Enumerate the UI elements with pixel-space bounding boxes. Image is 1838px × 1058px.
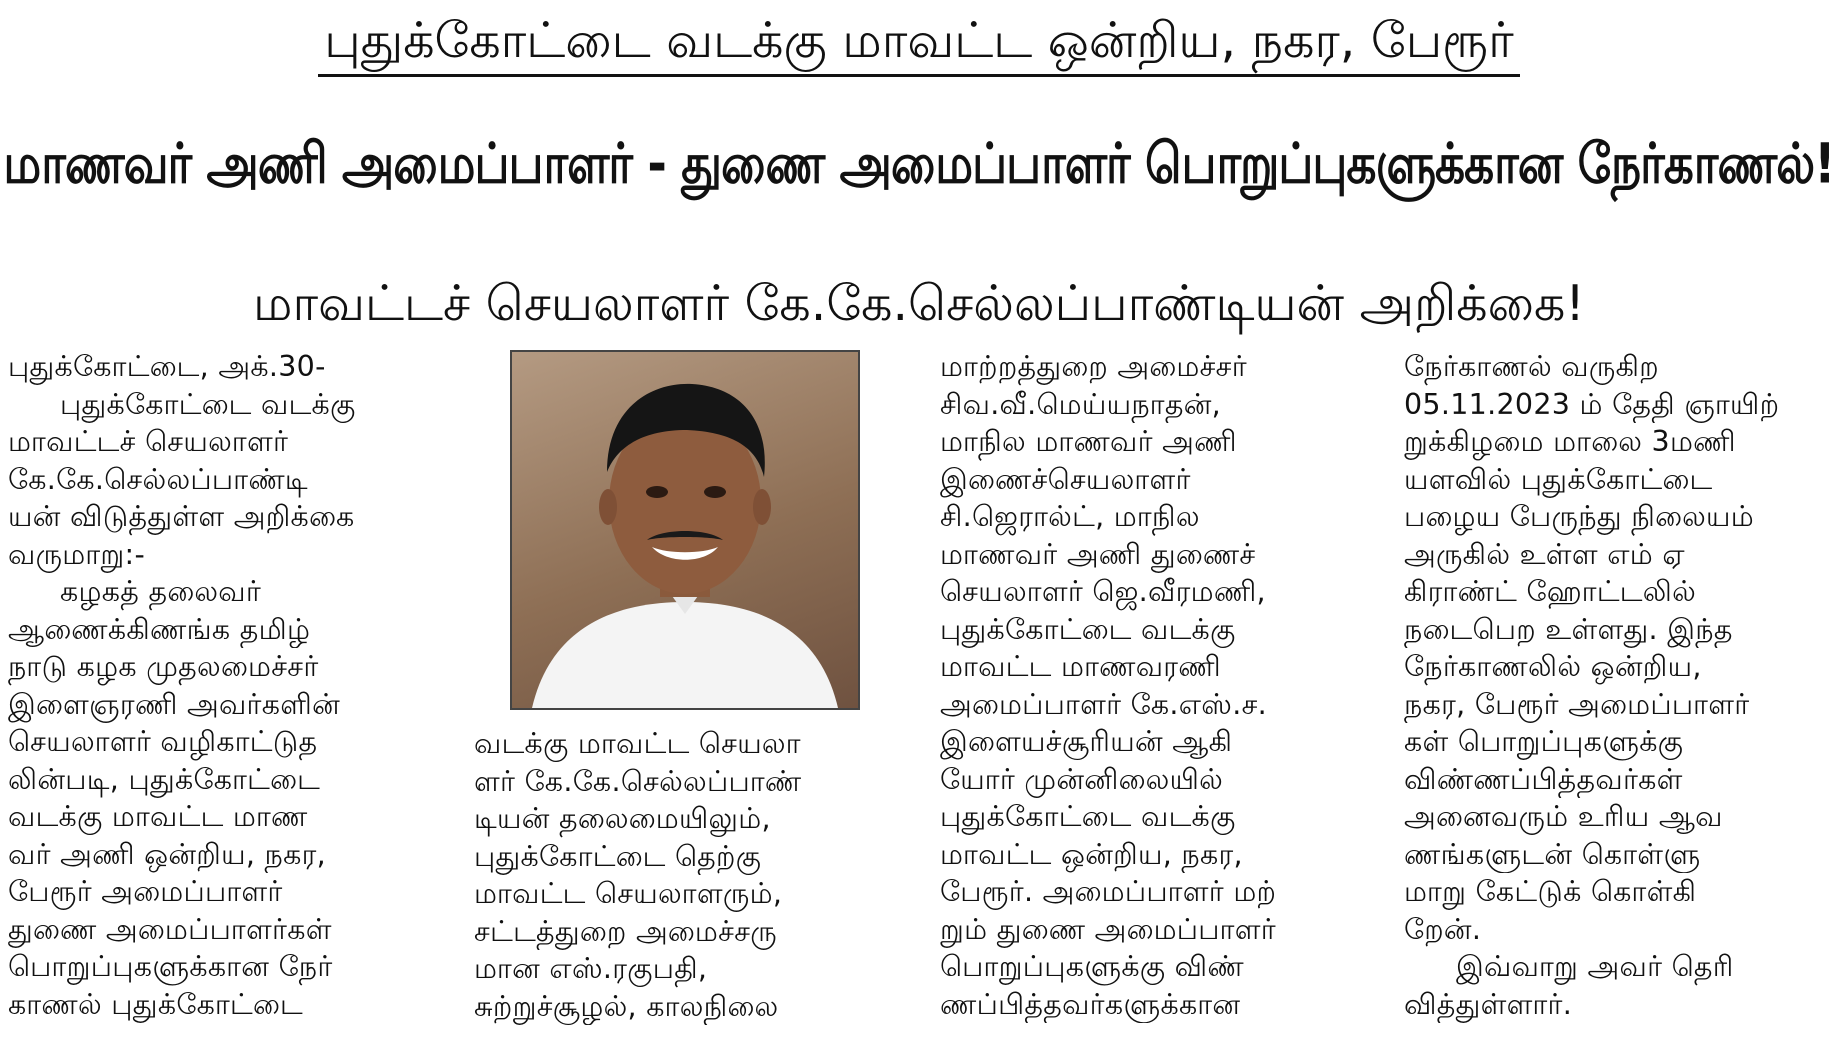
text-line: ஆணைக்கிணங்க தமிழ் (8, 612, 311, 646)
text-line: பழைய பேருந்து நிலையம் (1404, 500, 1755, 533)
text-line: புதுக்கோட்டை தெற்கு (474, 839, 762, 873)
text-line: கிராண்ட் ஹோட்டலில் (1404, 575, 1697, 608)
text-line: மாணவர் அணி துணைச் (940, 537, 1256, 571)
text-line: ணங்களுடன் கொள்ளு (1404, 837, 1701, 871)
text-line: மாவட்டச் செயலாளர் (8, 425, 289, 458)
text-line: மாநில மாணவர் அணி (940, 425, 1237, 458)
article-column-2 (474, 725, 914, 1025)
text-line: காணல் புதுக்கோட்டை (8, 987, 303, 1021)
article-column-3 (940, 348, 1380, 1023)
text-line: றுக்கிழமை மாலை 3மணி (1404, 425, 1736, 458)
text-line: புதுக்கோட்டை வடக்கு (940, 612, 1236, 646)
text-line: பொறுப்புகளுக்கான நேர் (8, 950, 333, 983)
text-line: நாடு கழக முதலமைச்சர் (8, 650, 319, 683)
text-line: செயலாளர் வழிகாட்டுத (8, 725, 318, 758)
text-line: இளைஞரணி அவர்களின் (8, 687, 341, 721)
portrait-illustration (512, 352, 858, 708)
kicker-text: புதுக்கோட்டை வடக்கு மாவட்ட ஒன்றிய, நகர, பேரூர் (318, 8, 1519, 77)
text-line: நேர்காணலில் ஒன்றிய, (1404, 650, 1702, 683)
text-line: ணப்பித்தவர்களுக்கான (940, 987, 1241, 1021)
text-line: இவ்வாறு அவர் தெரி (1456, 950, 1734, 983)
text-line: நகர, பேரூர் அமைப்பாளர் (1404, 687, 1750, 721)
text-line: றேன். (1404, 912, 1482, 946)
text-line: அமைப்பாளர் கே.எஸ்.ச. (940, 687, 1268, 721)
text-line: சி.ஜெரால்ட், மாநில (940, 500, 1200, 533)
text-line: சுற்றுச்சூழல், காலநிலை (474, 989, 779, 1023)
text-line: யளவில் புதுக்கோட்டை (1404, 462, 1713, 496)
article-headline: மாணவர் அணி அமைப்பாளர் - துணை அமைப்பாளர் பொறுப்புகளுக்கான நேர்காணல்! (3, 131, 1835, 197)
text-line: பொறுப்புகளுக்கு விண் (940, 950, 1244, 983)
text-line: கே.கே.செல்லப்பாண்டி (8, 462, 308, 496)
text-line: மாறு கேட்டுக் கொள்கி (1404, 875, 1697, 908)
article-subheadline: மாவட்டச் செயலாளர் கே.கே.செல்லப்பாண்டியன் அறிக்கை! (253, 275, 1585, 332)
text-line: பேரூர். அமைப்பாளர் மற் (940, 875, 1277, 908)
text-line: வர் அணி ஒன்றிய, நகர, (8, 837, 327, 871)
text-line: சட்டத்துறை அமைச்சரு (474, 914, 778, 948)
text-line: 05.11.2023 ம் தேதி ஞாயிற் (1404, 387, 1780, 421)
text-line: மாவட்ட மாணவரணி (940, 650, 1222, 683)
article-column-4 (1404, 348, 1834, 1023)
text-line: நடைபெற உள்ளது. இந்த (1404, 612, 1733, 646)
text-line: றும் துணை அமைப்பாளர் (940, 912, 1276, 946)
text-line: ளர் கே.கே.செல்லப்பாண் (474, 764, 802, 798)
text-line: துணை அமைப்பாளர்கள் (8, 912, 332, 946)
text-line: விண்ணப்பித்தவர்கள் (1404, 762, 1683, 796)
article-column-1 (8, 348, 448, 1023)
text-line: யோர் முன்னிலையில் (940, 762, 1224, 796)
text-line: இளையச்சூரியன் ஆகி (940, 725, 1233, 758)
text-line: டியன் தலைமையிலும், (474, 802, 771, 835)
text-line: பேரூர் அமைப்பாளர் (8, 875, 283, 908)
text-line: அனைவரும் உரிய ஆவ (1404, 800, 1723, 833)
text-line: வித்துள்ளார். (1404, 987, 1573, 1021)
text-line: மான எஸ்.ரகுபதி, (474, 952, 708, 985)
text-line: வருமாறு:- (8, 537, 146, 571)
text-line: அருகில் உள்ள எம் ஏ (1404, 537, 1685, 571)
portrait-photo (510, 350, 860, 710)
text-line: கழகத் தலைவர் (60, 575, 262, 608)
text-line: புதுக்கோட்டை வடக்கு (940, 800, 1236, 833)
article-kicker (0, 8, 1838, 77)
text-line: மாவட்ட செயலாளரும், (474, 877, 783, 910)
text-line: கள் பொறுப்புகளுக்கு (1404, 725, 1684, 758)
text-line: யன் விடுத்துள்ள அறிக்கை (8, 500, 355, 533)
text-line: செயலாளர் ஜெ.வீரமணி, (940, 575, 1266, 608)
text-line: நேர்காணல் வருகிற (1404, 350, 1659, 383)
text-line: வடக்கு மாவட்ட செயலா (474, 727, 801, 760)
text-line: லின்படி, புதுக்கோட்டை (8, 762, 321, 796)
text-line: சிவ.வீ.மெய்யநாதன், (940, 387, 1222, 421)
text-line: மாவட்ட ஒன்றிய, நகர, (940, 837, 1243, 871)
text-line: புதுக்கோட்டை, அக்.30- (8, 350, 326, 383)
text-line: வடக்கு மாவட்ட மாண (8, 800, 308, 833)
text-line: இணைச்செயலாளர் (940, 462, 1191, 496)
text-line: புதுக்கோட்டை வடக்கு (60, 387, 356, 421)
text-line: மாற்றத்துறை அமைச்சர் (940, 350, 1247, 383)
